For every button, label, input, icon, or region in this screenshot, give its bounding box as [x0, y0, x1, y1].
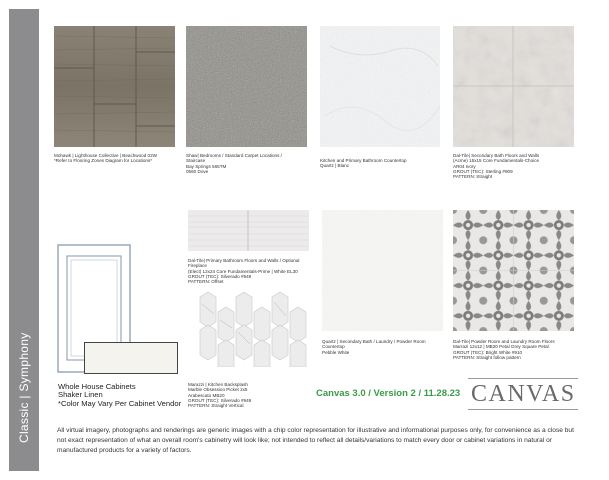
- swatch-white-tile: [188, 210, 309, 251]
- swatch-caption-petal-grey: Dal-Tile| Powder Room and Laundry Room Floors Marrazi 12x12 | MB20 Petal Grey Square Petal GROUT (TEC): Bright White #910 PATTERN: Straight follow pattern: [453, 339, 555, 360]
- swatch-quartz-blanc: [320, 26, 440, 147]
- swatch-wood-flooring: [54, 26, 175, 147]
- swatch-caption-wood: Mohawk | Lighthouse Collective | Beachwood 02W *Refer to Flooring Zones Diagram for Locations*: [54, 153, 157, 164]
- brand-logo: CANVAS: [471, 381, 576, 407]
- sidebar-title: Classic | Symphony: [17, 332, 31, 443]
- swatch-carpet: [186, 26, 307, 147]
- swatch-ivory-tile: [453, 26, 574, 147]
- swatch-caption-pebble-white: Quartz | Secondary Bath / Laundry / Powder Room Countertop Pebble White: [322, 339, 426, 355]
- cabinet-line-2: Shaker Linen: [58, 390, 103, 400]
- swatch-marble-picket: [190, 292, 310, 367]
- swatch-petal-grey-pattern: [453, 210, 574, 331]
- cabinet-color-chip: [84, 342, 178, 374]
- swatch-pebble-white: [322, 210, 443, 331]
- cabinet-line-3: *Color May Vary Per Cabinet Vendor: [58, 398, 182, 408]
- cabinet-line-1: Whole House Cabinets: [58, 382, 136, 391]
- disclaimer-text: All virtual imagery, photographs and renderings are generic images with a chip color representation for illustrative and informational purposes only, for convenience as a close but not exact representation of what an overall room's cabinetry will look like; not intended to reflect all details/variations to match every door or cabinet variations in natural or manufactured products for a variety of factors.: [57, 427, 574, 455]
- swatch-caption-ivory-tile: Dal-Tile| Secondary Bath Floors and Walls (Acme) 15x15 Core Fundamentals-Choice AR04 Ivory GROUT (TEC): Sterling #909 PATTERN: Straight: [453, 153, 540, 180]
- version-label: Canvas 3.0 / Version 2 / 11.28.23: [316, 388, 461, 399]
- cabinet-label: [58, 383, 181, 408]
- swatch-caption-carpet: Shaw| Bedrooms / Standard Carpet Locations / Staircase Bay Springs 565TM 0560 Dove: [186, 153, 282, 174]
- swatch-caption-quartz: Kitchen and Primary Bathroom Countertop Quartz | Blanc: [320, 158, 407, 169]
- swatch-caption-marble-picket: Marazzi | Kitchen Backsplash Marble Obsession Picket 2x5 Arabescato MB20 GROUT (TEC): Silverado #949 PATTERN: Straight Vertical: [188, 382, 252, 409]
- swatch-caption-white-tile: Dal-Tile| Primary Bathroom Floors and Walls / Optional Fireplace (Elect) 12x24 Core Fundamentals-Prime | White EL30 GROUT (TEC): Silverado #949 PATTERN: Offset: [188, 258, 300, 285]
